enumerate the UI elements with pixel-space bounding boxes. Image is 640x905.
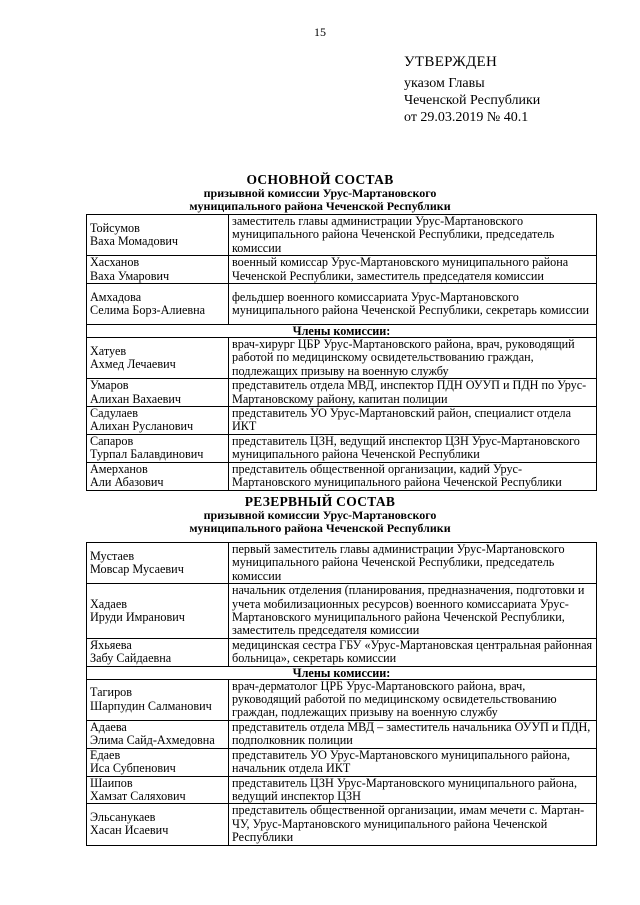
member-surname: Амерханов (90, 461, 148, 476)
member-role: представитель отдела МВД – заместитель начальника ОУУП и ПДН, подполковник полиции (229, 720, 597, 748)
member-given-name: Хасан Исаевич (90, 823, 169, 838)
section-subtitle: призывной комиссии Урус-Мартановского (203, 508, 437, 522)
member-surname: Эльсанукаев (90, 810, 156, 825)
member-name (87, 284, 229, 325)
table-row (87, 338, 597, 379)
member-name (87, 638, 229, 666)
member-given-name: Али Абазович (90, 475, 164, 490)
member-role: фельдшер военного комиссариата Урус-Мартановского муниципального района Чеченской Республики, секретарь комиссии (229, 284, 597, 325)
member-name (87, 776, 229, 804)
member-given-name: Алихан Вахаевич (90, 391, 182, 406)
main-composition-heading (0, 172, 640, 213)
member-role: врач-хирург ЦБР Урус-Мартановского района, врач, руководящий работой по медицинскому освидетельствованию граждан, подлежащих призыву на военную службу (229, 338, 597, 379)
table-row (87, 584, 597, 639)
member-surname: Сапаров (90, 433, 134, 448)
member-name (87, 804, 229, 845)
approval-date: от 29.03.2019 № 40.1 (404, 110, 529, 125)
member-name (87, 720, 229, 748)
member-given-name: Шарпудин Салманович (90, 698, 212, 713)
member-surname: Шаипов (90, 775, 133, 790)
member-surname: Тойсумов (90, 220, 140, 235)
member-surname: Умаров (90, 378, 129, 393)
reserve-composition-heading (0, 494, 640, 535)
member-surname: Хатуев (90, 343, 127, 358)
member-role: первый заместитель главы администрации Урус-Мартановского муниципального района Чеченской Республики, председатель комиссии (229, 543, 597, 584)
member-role: представитель УО Урус-Мартановский район, специалист отдела ИКТ (229, 407, 597, 435)
member-given-name: Ахмед Лечаевич (90, 357, 176, 372)
member-given-name: Хамзат Саляхович (90, 788, 186, 803)
section-subtitle: призывной комиссии Урус-Мартановского (203, 186, 437, 200)
table-row (87, 638, 597, 666)
member-surname: Едаев (90, 747, 121, 762)
member-role: заместитель главы администрации Урус-Мартановского муниципального района Чеченской Республики, председатель комиссии (229, 215, 597, 256)
member-given-name: Турпал Балавдинович (90, 447, 204, 462)
member-role: врач-дерматолог ЦРБ Урус-Мартановского района, врач, руководящий работой по медицинскому освидетельствованию граждан, подлежащих призыву на военную службу (229, 679, 597, 720)
member-role: представитель ЦЗН Урус-Мартановского муниципального района, ведущий инспектор ЦЗН (229, 776, 597, 804)
section-title: РЕЗЕРВНЫЙ СОСТАВ (244, 494, 396, 509)
table-row (87, 407, 597, 435)
page-number: 15 (314, 25, 326, 39)
member-surname: Амхадова (90, 289, 142, 304)
member-surname: Яхьяева (90, 637, 132, 652)
member-surname: Хадаев (90, 596, 127, 611)
table-row (87, 256, 597, 284)
member-name (87, 379, 229, 407)
member-role: представитель общественной организации, имам мечети с. Мартан-ЧУ, Урус-Мартановского муниципального района Чеченской Республики (229, 804, 597, 845)
member-name (87, 462, 229, 490)
approval-line: Чеченской Республики (404, 93, 541, 108)
approval-title: УТВЕРЖДЕН (404, 54, 498, 70)
member-surname: Хасханов (90, 255, 140, 270)
table-row (87, 379, 597, 407)
member-name (87, 434, 229, 462)
table-row (87, 748, 597, 776)
approval-block (404, 54, 540, 126)
member-given-name: Алихан Русланович (90, 419, 194, 434)
table-row (87, 462, 597, 490)
member-given-name: Иса Субпенович (90, 761, 176, 776)
member-given-name: Ируди Имранович (90, 610, 185, 625)
member-name (87, 215, 229, 256)
reserve-composition-table (86, 542, 597, 846)
member-name (87, 338, 229, 379)
member-role: представитель общественной организации, кадий Урус-Мартановского муниципального района Чеченской Республики (229, 462, 597, 490)
member-surname: Садулаев (90, 406, 138, 421)
table-row (87, 543, 597, 584)
member-name (87, 543, 229, 584)
table-row (87, 284, 597, 325)
member-role: военный комиссар Урус-Мартановского муниципального района Чеченской Республики, заместитель председателя комиссии (229, 256, 597, 284)
member-name (87, 584, 229, 639)
table-subheader-row (87, 325, 597, 338)
table-row (87, 776, 597, 804)
table-row (87, 679, 597, 720)
member-given-name: Ваха Умарович (90, 268, 170, 283)
member-given-name: Селима Борз-Алиевна (90, 303, 206, 318)
member-name (87, 256, 229, 284)
approval-line: указом Главы (404, 76, 485, 91)
member-role: представитель УО Урус-Мартановского муниципального района, начальник отдела ИКТ (229, 748, 597, 776)
member-name (87, 407, 229, 435)
member-surname: Адаева (90, 719, 127, 734)
members-subheader: Члены комиссии: (87, 666, 597, 679)
member-surname: Мустаев (90, 548, 135, 563)
member-role: представитель ЦЗН, ведущий инспектор ЦЗН Урус-Мартановского муниципального района Чеченской Республики (229, 434, 597, 462)
table-row (87, 434, 597, 462)
member-role: начальник отделения (планирования, предназначения, подготовки и учета мобилизационных ресурсов) военного комиссариата Урус-Мартановского муниципального района Чеченской Республики, заместитель председателя комиссии (229, 584, 597, 639)
member-role: медицинская сестра ГБУ «Урус-Мартановская центральная районная больница», секретарь комиссии (229, 638, 597, 666)
member-given-name: Элима Сайд-Ахмедовна (90, 733, 215, 748)
table-subheader-row (87, 666, 597, 679)
section-subtitle: муниципального района Чеченской Республики (189, 199, 451, 213)
table-row (87, 804, 597, 845)
section-title: ОСНОВНОЙ СОСТАВ (246, 172, 394, 187)
member-name (87, 679, 229, 720)
member-surname: Тагиров (90, 685, 133, 700)
table-row (87, 720, 597, 748)
member-name (87, 748, 229, 776)
section-subtitle: муниципального района Чеченской Республики (189, 521, 451, 535)
table-row (87, 215, 597, 256)
member-given-name: Мовсар Мусаевич (90, 562, 184, 577)
member-role: представитель отдела МВД, инспектор ПДН ОУУП и ПДН по Урус-Мартановскому району, капитан полиции (229, 379, 597, 407)
member-given-name: Забу Сайдаевна (90, 651, 172, 666)
members-subheader: Члены комиссии: (87, 325, 597, 338)
member-given-name: Ваха Момадович (90, 234, 179, 249)
main-composition-table (86, 214, 597, 491)
